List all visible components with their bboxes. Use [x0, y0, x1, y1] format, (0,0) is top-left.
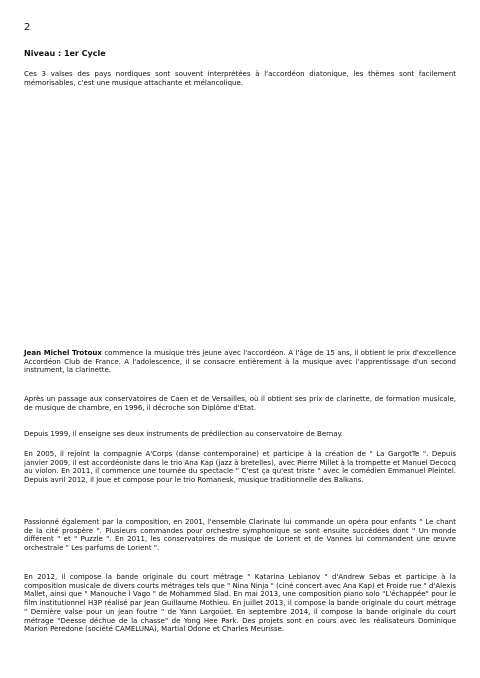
piece-description: Ces 3 valses des pays nordiques sont souvent interprétées à l'accordéon diatonique, les thèmes sont facilement mémorisables, c'est une musique attachante et mélancolique.: [24, 70, 456, 87]
page-number: 2: [24, 22, 31, 33]
level-heading: Niveau : 1er Cycle: [24, 49, 106, 58]
bio-paragraph-1: [24, 349, 456, 375]
bio-paragraph-4: En 2005, il rejoint la compagnie A'Corps (danse contemporaine) et participe à la création de " La GargotTe ". Depuis janvier 2009, il est accordéoniste dans le trio Ana Kap (jazz à bretelles), avec Pierre Millet à la trompette et Manuel Decocq au violon. En 2011, il commence une tournée du spectacle " C'est ça qu'est triste " avec le comédien Emmanuel Pleintel. Depuis avril 2012, il joue et compose pour le trio Romanesk, musique traditionnelle des Balkans.: [24, 450, 456, 485]
bio-paragraph-2: Après un passage aux conservatoires de Caen et de Versailles, où il obtient ses prix de clarinette, de formation musicale, de musique de chambre, en 1996, il décroche son Diplôme d'Etat.: [24, 395, 456, 412]
bio-paragraph-5: Passionné également par la composition, en 2001, l'ensemble Clarinate lui commande un opéra pour enfants " Le chant de la cité prospère ". Plusieurs commandes pour orchestre symphonique se sont ensuite succédées dont " Un monde différent " et " Puzzle ". En 2011, les conservatoires de musique de Lorient et de Vannes lui commandent une œuvre orchestrale " Les parfums de Lorient ".: [24, 518, 456, 553]
bio-paragraph-1-text: commence la musique très jeune avec l'accordéon. A l'âge de 15 ans, il obtient le prix d'excellence Accordéon Club de France. A l'adolescence, il se consacre entièrement à la musique avec l'apprentissage d'un second instrument, la clarinette.: [24, 349, 457, 375]
bio-paragraph-6: En 2012, il compose la bande originale du court métrage " Katarina Lebianov " d'Andrew Sebas et participe à la composition musicale de divers courts métrages tels que " Nina Ninja " (ciné concert avec Ana Kap) et Froide rue " d'Alexis Mallet, ainsi que " Manouche l Vago " de Mohammed Slad. En mai 2013, une composition piano solo "L'échappée" pour le film institutionnel H3P réalisé par Jean Guillaume Mothieu. En juillet 2013, il compose la bande originale du court métrage " Dernière valse pour un jean foutre " de Yann Largoüet. En septembre 2014, il compose la bande originale du court métrage "Deesse déchue de la chasse" de Yong Hee Park. Des projets sont en cours avec les réalisateurs Dominique Marion Peredone (société CAMELUNA), Martial Odone et Charles Meurisse.: [24, 573, 456, 634]
author-name: Jean Michel Trotoux: [24, 349, 102, 357]
bio-paragraph-3: Depuis 1999, il enseigne ses deux instruments de prédilection au conservatoire de Bernay.: [24, 430, 343, 438]
